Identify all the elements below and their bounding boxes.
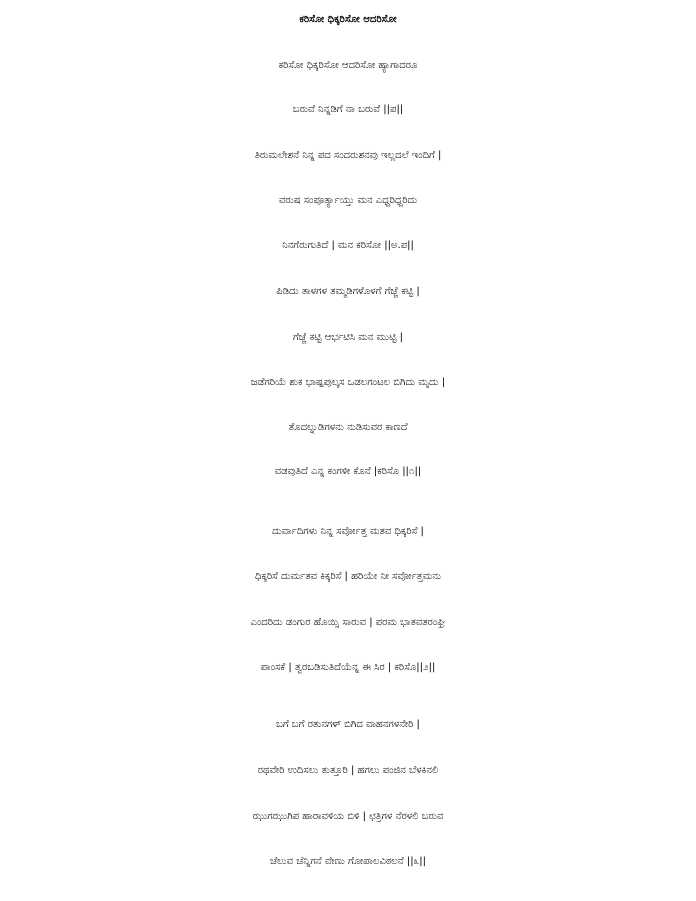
stanza-2-line-4: ಪಾಂಸಕೆ | ತ್ವರಬಡಿಸುತಿದೆಯೆನ್ನ ಈ ಸಿರ | ಕರಿಸೊ||೨|| [260, 662, 436, 673]
stanza-3-line-2: ರಥವೇರಿ ಉದಿಸಲು ತುತ್ತೂರಿ | ಹಗಲು ಪಂಜಿನ ಬೆಳಕಿನಲಿ [257, 765, 439, 776]
stanza-2-line-2: ಧಿಕ್ಕರಿಸೆ ದುರ್ಮತವ ಕಿಕ್ಕರಿಸೆ | ಹರಿಯೇ ನೀ ಸರ್ವೋತ್ತಮನು [254, 571, 442, 582]
stanza-1-line-5: ವಡವುತಿದೆ ಎನ್ನ ಕಂಗಳೀ ಕೊನೆ |ಕರಿಸೊ ||೧|| [274, 466, 422, 477]
stanza-1-line-3: ಜಡೆಗರಿಯೆ ಶುಕ ಭಾಷ್ಪಪುಲ್ಕಸ ಒಡಲಗಂಟಲ ಬಿಗಿದು ಮೃದು | [250, 377, 446, 388]
stanza-1-line-4: ತೊದಲ್ನುಡಿಗಳನು ನುಡಿಸುವರ ಕಾಣದೆ [288, 422, 408, 433]
anupallavi-line-2: ವರುಷ ಸಂಪೂರ್ತ್ಯಾಯ್ತು ಮನ ಎಧ್ದರಿಧ್ದರಿದು [278, 195, 418, 206]
stanza-3-line-1: ಬಗೆ ಬಗೆ ರತುನಗಳ್ ಬಿಗಿದ ವಾಹನಗಳನೇರಿ | [276, 719, 420, 730]
stanza-3-line-3: ಝುಗಝುಗಿಪ ಹಾರಾವಳಿಯ ಬಿಳಿ | ಛತ್ರಿಗಳ ನೆರಳಲಿ ಬರುವ [252, 811, 444, 822]
pallavi-line-1: ಕರಿಸೋ ಧಿಕ್ಕರಿಸೋ ಆದರಿಸೋ ಹ್ಯಾಗಾದರೂ [278, 60, 418, 71]
stanza-1-line-2: ಗೆಜ್ಜೆ ಕಟ್ಟಿ ಆರ್ಭಟಿಸಿ ಮನ ಮುಟ್ಟಿ | [292, 332, 404, 343]
stanza-2-line-3: ಎಂದರಿದು ಡಂಗುರ ಹೊಯ್ಸಿ ಸಾರುವ | ಪರಮ ಭಾತವತರಂಘ್ರಿ [250, 617, 446, 628]
stanza-2-line-1: ದುರ್ವಾದಿಗಳು ನಿನ್ನ ಸರ್ವೋತ್ತ ಮತವ ಧಿಕ್ಕರಿಸೆ | [272, 526, 424, 537]
pallavi-line-2: ಬರುವೆ ನಿನ್ನಡಿಗೆ ನಾ ಬರುವೆ ||ಪ|| [292, 104, 404, 115]
anupallavi-line-1: ತಿರುಮಲೇಶನೆ ನಿನ್ನ ಪದ ಸಂದರುಶನವು ಇಲ್ಲದಲೆ ಇಂದಿಗೆ | [254, 150, 442, 161]
stanza-3-line-4: ಚೆಲುವ ಚೆನ್ನಿಗನೆ ವೇಣು ಗೋಪಾಲವಿಠಲನೆ ||೩|| [270, 856, 426, 867]
stanza-1-line-1: ಪಿಡಿದು ತಾಳಗಳ ತಮ್ಮಡಿಗಳೊಳಗೆ ಗೆಜ್ಜೆ ಕಟ್ಟಿ | [276, 286, 420, 297]
song-title: ಕರಿಸೋ ಧಿಕ್ಕರಿಸೋ ಆದರಿಸೋ [299, 14, 397, 25]
anupallavi-line-3: ನಿನಗೆರುಗುತಿದೆ | ಮನ ಕರಿಸೋ ||ಅ.ಪ|| [282, 240, 414, 251]
